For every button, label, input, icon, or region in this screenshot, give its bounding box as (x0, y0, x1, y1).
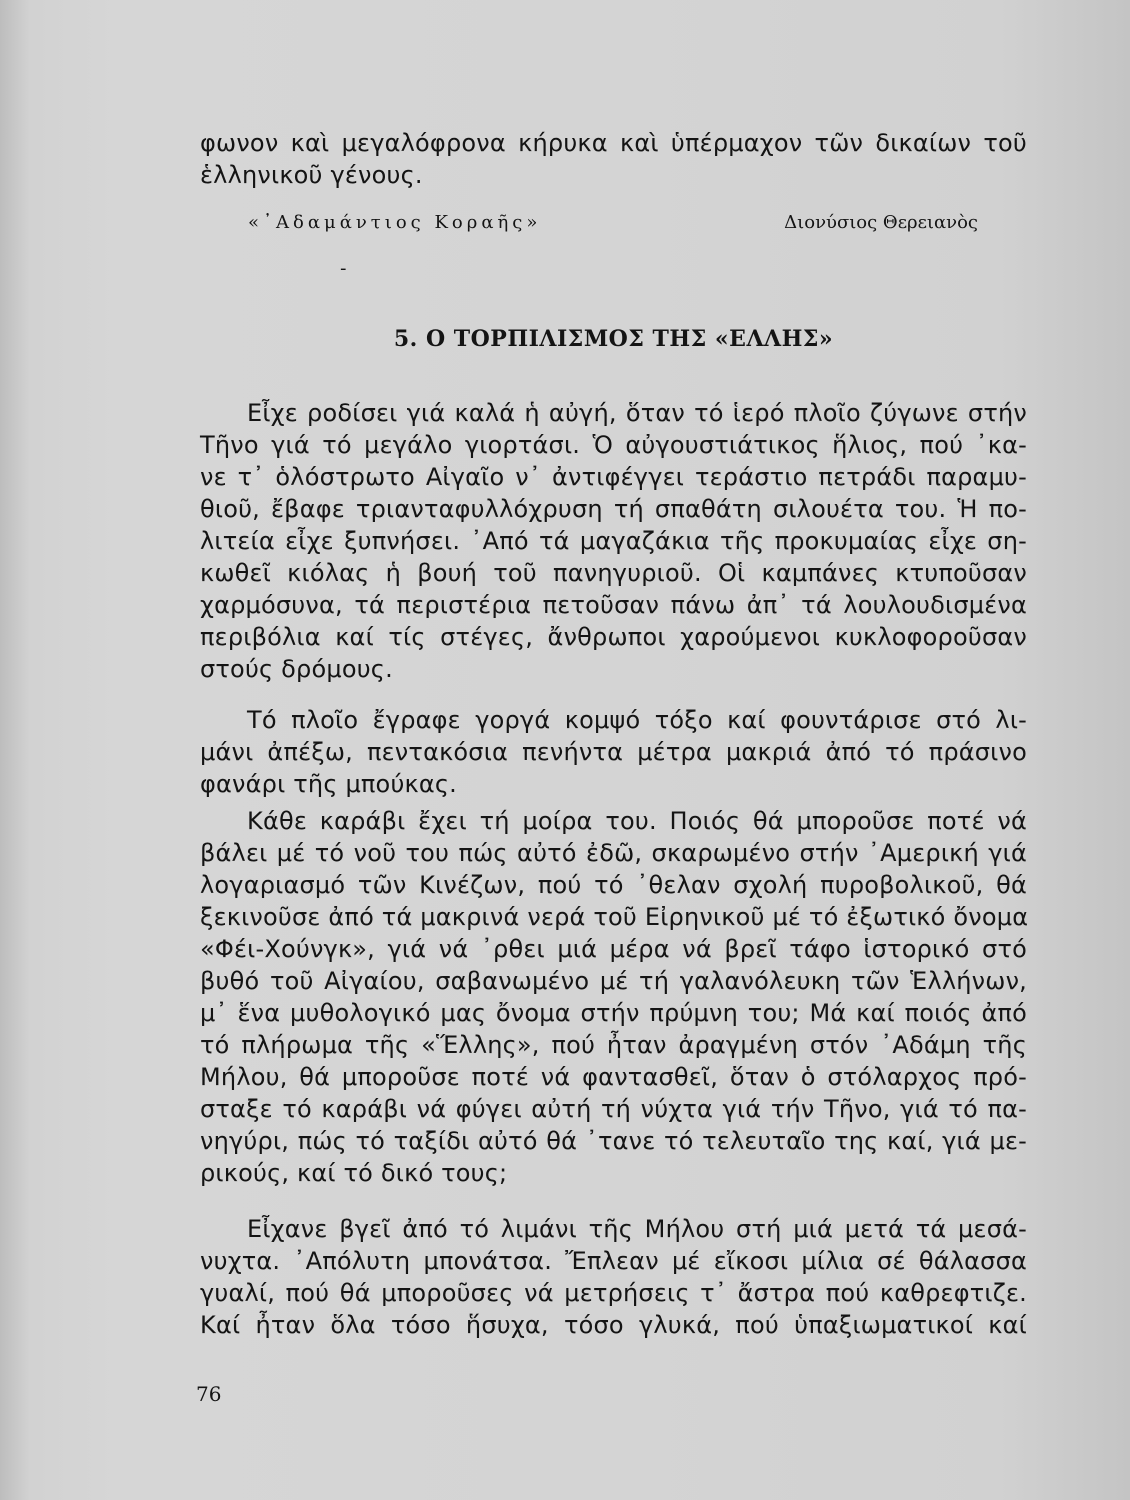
text-line: Τό πλοῖο ἔγραφε γοργά κομψό τόξο καί φουντάρισε στό λι- (247, 706, 1027, 734)
text-line: Εἶχανε βγεῖ ἀπό τό λιμάνι τῆς Μήλου στή μιά μετά τά μεσά- (247, 1215, 1027, 1243)
text-line: βυθό τοῦ Αἰγαίου, σαβανωμένο μέ τή γαλανόλευκη τῶν Ἑλλήνων, (200, 967, 1027, 995)
text-line: «Φέι-Χούνγκ», γιά νά ᾽ρθει μιά μέρα νά βρεῖ τάφο ἱστορικό στό (200, 935, 1027, 963)
text-line: χαρμόσυνα, τά περιστέρια πετοῦσαν πάνω ἀπ᾽ τά λουλουδισμένα (200, 591, 1027, 619)
section-heading: 5. Ο ΤΟΡΠΙΛΙΣΜΟΣ ΤΗΣ «ΕΛΛΗΣ» (393, 326, 834, 352)
paragraph-4 (200, 1213, 1027, 1341)
page-number: 76 (196, 1382, 222, 1406)
paragraph-2 (200, 704, 1027, 800)
paragraph-3 (200, 805, 1027, 1189)
quote-attribution (248, 212, 978, 233)
text-line: μ᾽ ἕνα μυθολογικό μας ὄνομα στήν πρύμνη του; Μά καί ποιός ἀπό (200, 999, 1027, 1027)
text-line: κωθεῖ κιόλας ἡ βουή τοῦ πανηγυριοῦ. Οἱ καμπάνες κτυποῦσαν (200, 559, 1027, 587)
text-line: ρικούς, καί τό δικό τους; (200, 1159, 508, 1187)
attribution-author: Διονύσιος Θερειανὸς (784, 212, 978, 233)
text-line: λιτεία εἶχε ξυπνήσει. ᾽Από τά μαγαζάκια τῆς προκυμαίας εἶχε ση- (200, 527, 1027, 555)
text-line: Μήλου, θά μποροῦσε ποτέ νά φαντασθεῖ, ὅταν ὁ στόλαρχος πρό- (200, 1063, 1027, 1091)
text-line: βάλει μέ τό νοῦ του πώς αὐτό ἐδῶ, σκαρωμένο στήν ᾽Αμερική γιά (200, 839, 1027, 867)
text-line: σταξε τό καράβι νά φύγει αὐτή τή νύχτα γιά τήν Τῆνο, γιά τό πα- (200, 1095, 1027, 1123)
text-line: ἑλληνικοῦ γένους. (200, 161, 423, 189)
text-line: νηγύρι, πώς τό ταξίδι αὐτό θά ᾽τανε τό τελευταῖο της καί, γιά με- (200, 1127, 1027, 1155)
text-line: φωνον καὶ μεγαλόφρονα κήρυκα καὶ ὑπέρμαχον τῶν δικαίων τοῦ (200, 129, 1027, 157)
text-line: γυαλί, πού θά μποροῦσες νά μετρήσεις τ᾽ ἄστρα πού καθρεφτιζε. (200, 1279, 1027, 1307)
text-line: Κάθε καράβι ἔχει τή μοίρα του. Ποιός θά μποροῦσε ποτέ νά (247, 807, 1027, 835)
text-line: τό πλήρωμα τῆς «Ἕλλης», πού ἦταν ἀραγμένη στόν ᾽Αδάμη τῆς (200, 1031, 1027, 1059)
text-line: στούς δρόμους. (200, 655, 393, 683)
text-line: Καί ἦταν ὅλα τόσο ἥσυχα, τόσο γλυκά, πού ὑπαξιωματικοί καί (200, 1311, 1027, 1339)
text-line: Εἶχε ροδίσει γιά καλά ἡ αὐγή, ὅταν τό ἱερό πλοῖο ζύγωνε στήν (247, 399, 1027, 427)
text-line: περιβόλια καί τίς στέγες, ἄνθρωποι χαρούμενοι κυκλοφοροῦσαν (200, 623, 1027, 651)
separator-mark: - (340, 258, 347, 279)
text-line: ξεκινοῦσε ἀπό τά μακρινά νερά τοῦ Εἰρηνικοῦ μέ τό ἐξωτικό ὄνομα (200, 903, 1029, 931)
text-line: μάνι ἀπέξω, πεντακόσια πενήντα μέτρα μακριά ἀπό τό πράσινο (200, 738, 1027, 766)
attribution-source: «᾿Αδαμάντιος Κοραῆς» (248, 212, 542, 233)
opening-text (200, 127, 1027, 191)
paragraph-1 (200, 397, 1027, 685)
text-line: Τῆνο γιά τό μεγάλο γιορτάσι. Ὁ αὐγουστιάτικος ἥλιος, πού ᾽κα- (200, 431, 1027, 459)
text-line: φανάρι τῆς μπούκας. (200, 770, 458, 798)
text-line: νε τ᾽ ὁλόστρωτο Αἰγαῖο ν᾽ ἀντιφέγγει τεράστιο πετράδι παραμυ- (200, 463, 1027, 491)
text-line: νυχτα. ᾽Απόλυτη μπονάτσα. Ἔπλεαν μέ εἴκοσι μίλια σέ θάλασσα (200, 1247, 1027, 1275)
text-line: λογαριασμό τῶν Κινέζων, πού τό ᾽θελαν σχολή πυροβολικοῦ, θά (200, 871, 1027, 899)
text-line: θιοῦ, ἔβαφε τριανταφυλλόχρυση τή σπαθάτη σιλουέτα του. Ἡ πο- (200, 495, 1027, 523)
